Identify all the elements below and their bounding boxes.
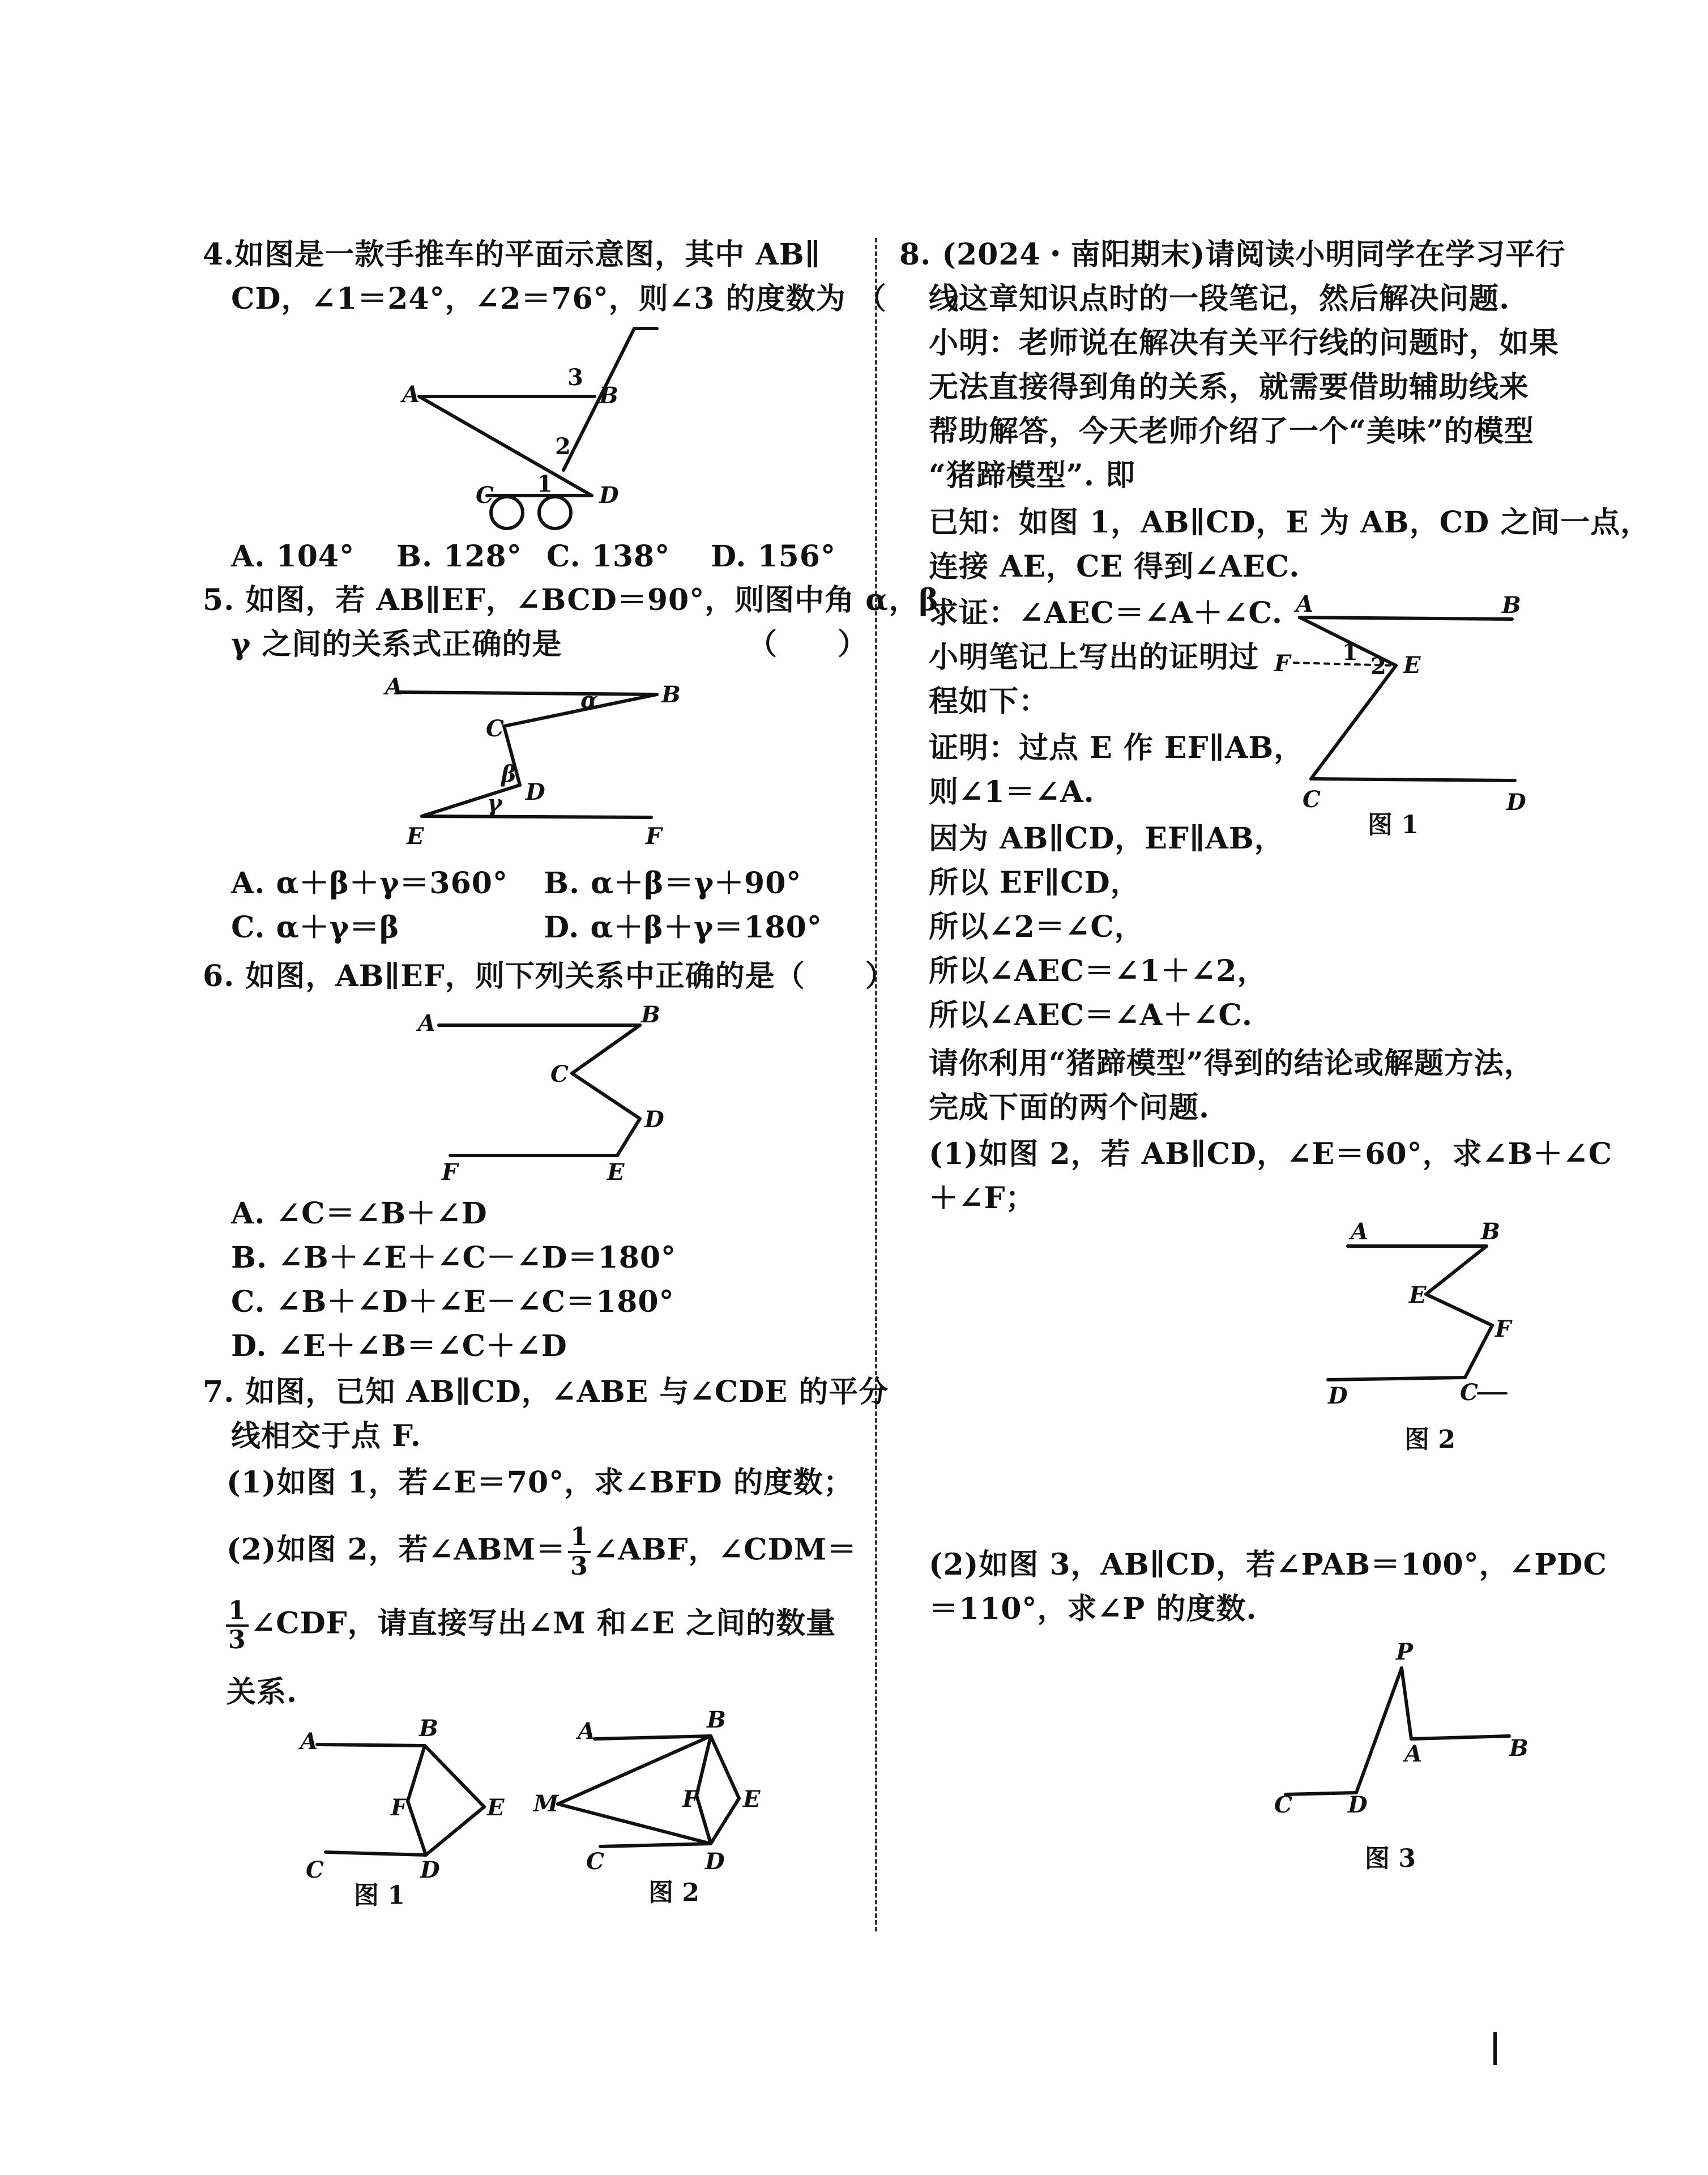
q5-option-d: D. α＋β＋γ＝180° — [544, 910, 822, 945]
q8-line3: 小明：老师说在解决有关平行线的问题时，如果 — [929, 326, 1560, 360]
q8-part1-line1: (1)如图 2，若 AB∥CD，∠E＝60°，求∠B＋∠C — [929, 1137, 1613, 1171]
q7-figure-1-caption: 图 1 — [354, 1881, 405, 1910]
q4-option-c: C. 138° — [546, 539, 671, 574]
segment-ab — [1300, 617, 1512, 619]
q4-stroller-figure — [391, 323, 708, 549]
label-e: E — [607, 1159, 625, 1185]
segment-be — [425, 1746, 484, 1807]
label-d: D — [1328, 1383, 1348, 1409]
angle-1-label: 1 — [1342, 639, 1358, 666]
q5-option-a: A. α＋β＋γ＝360° — [231, 866, 508, 901]
segment-ed — [426, 1807, 484, 1855]
q8-line5: 帮助解答，今天老师介绍了一个“美味”的模型 — [929, 414, 1534, 449]
segment-cd — [1311, 779, 1515, 781]
label-a: A — [1404, 1741, 1423, 1767]
segment-ab — [595, 1736, 711, 1739]
q8-figure-1 — [1274, 591, 1540, 833]
label-e: E — [487, 1794, 505, 1821]
q4-line2: CD，∠1＝24°，∠2＝76°，则∠3 的度数为 （ ） — [231, 282, 977, 316]
label-f: F — [682, 1786, 699, 1812]
label-c: C — [1274, 1792, 1292, 1818]
segment-be — [1426, 1246, 1487, 1294]
label-c: C — [550, 1061, 569, 1088]
label-f: F — [442, 1159, 458, 1185]
q8-line7: 已知：如图 1，AB∥CD，E 为 AB，CD 之间一点， — [929, 505, 1651, 540]
segment-fd — [697, 1796, 711, 1844]
column-divider — [875, 238, 877, 1931]
q8-line8: 连接 AE，CE 得到∠AEC. — [929, 549, 1300, 584]
q8-part2-line1: (2)如图 3，AB∥CD，若∠PAB＝100°，∠PDC — [929, 1547, 1607, 1582]
q8-proof-8: 所以∠AEC＝∠1＋∠2， — [929, 954, 1267, 988]
label-e: E — [407, 823, 424, 850]
q7-part2-line3: 关系. — [227, 1675, 298, 1709]
q5-figure — [379, 674, 697, 855]
q7-part2-line1 — [227, 1524, 857, 1580]
label-p: P — [1396, 1639, 1414, 1665]
segment-ef — [422, 816, 651, 817]
q7-figure-2 — [532, 1705, 793, 1875]
label-b: B — [1502, 592, 1521, 619]
frac-den: 3 — [570, 1552, 588, 1581]
label-d: D — [526, 779, 545, 805]
q6-figure — [408, 1000, 668, 1192]
segment-be — [711, 1736, 739, 1798]
label-a: A — [1296, 591, 1314, 617]
q8-part2-line2: ＝110°，求∠P 的度数. — [929, 1592, 1257, 1626]
label-b: B — [1481, 1218, 1500, 1245]
q5-bracket: （ ） — [748, 627, 868, 662]
label-a: A — [1351, 1218, 1369, 1245]
q7-part2-b: ∠ABF，∠CDM＝ — [592, 1532, 857, 1567]
angle-beta-label: β — [501, 761, 516, 787]
segment-pa — [1402, 1668, 1411, 1739]
label-f: F — [1495, 1316, 1511, 1342]
frac-num: 1 — [226, 1597, 249, 1627]
q8-proof-1: 小明笔记上写出的证明过 — [929, 640, 1259, 675]
q8-figure-2 — [1303, 1218, 1540, 1410]
label-m: M — [533, 1790, 559, 1817]
q8-instruction-2: 完成下面的两个问题. — [929, 1090, 1210, 1125]
angle-alpha-label: α — [580, 687, 598, 714]
q5-option-c: C. α＋γ＝β — [231, 910, 400, 945]
label-b: B — [661, 681, 681, 708]
segment-fd — [408, 1801, 426, 1855]
q8-proof-5: 因为 AB∥CD，EF∥AB， — [929, 821, 1284, 856]
q6-option-d: D. ∠E＋∠B＝∠C＋∠D — [231, 1329, 567, 1363]
q8-figure-2-caption: 图 2 — [1404, 1425, 1455, 1454]
segment-ec — [1311, 666, 1396, 779]
q8-line4: 无法直接得到角的关系，就需要借助辅助线来 — [929, 370, 1530, 404]
segment-dc — [1328, 1378, 1465, 1380]
label-a: A — [385, 673, 403, 700]
fraction-one-third — [226, 1597, 249, 1654]
segment-pd — [1356, 1668, 1402, 1793]
label-c: C — [306, 1857, 324, 1883]
segment-bc — [572, 1025, 640, 1073]
segment-ab — [1411, 1736, 1509, 1739]
label-d: D — [1506, 789, 1526, 816]
q7-part2-line2 — [224, 1597, 836, 1654]
segment-bf — [697, 1736, 711, 1796]
q7-part2-a: (2)如图 2，若∠ABM＝ — [227, 1532, 566, 1567]
q8-proof-4: 则∠1＝∠A. — [929, 775, 1095, 809]
segment-cd — [1286, 1793, 1356, 1794]
label-c: C — [486, 715, 504, 742]
q4-option-a: A. 104° — [231, 539, 355, 574]
q8-proof-9: 所以∠AEC＝∠A＋∠C. — [929, 998, 1253, 1033]
q8-proof-7: 所以∠2＝∠C， — [929, 910, 1145, 944]
q4-line1 — [203, 233, 821, 276]
label-e: E — [1409, 1282, 1427, 1308]
segment-cd — [572, 1073, 640, 1119]
segment-bf — [408, 1746, 425, 1801]
label-a: A — [300, 1728, 318, 1755]
label-c: C — [586, 1848, 604, 1875]
q8-instruction-1: 请你利用“猪蹄模型”得到的结论或解题方法， — [929, 1046, 1534, 1081]
segment-de — [617, 1119, 640, 1155]
label-d: D — [644, 1106, 664, 1133]
q5-line2: γ 之间的关系式正确的是 — [231, 627, 562, 662]
label-e: E — [1403, 652, 1421, 679]
q8-figure-3-caption: 图 3 — [1365, 1844, 1416, 1873]
label-a: A — [418, 1010, 436, 1037]
q8-part1-line2: ＋∠F； — [929, 1181, 1036, 1216]
angle-2-label: 2 — [1370, 653, 1386, 680]
q7-line1: 7. 如图，已知 AB∥CD，∠ABE 与∠CDE 的平分 — [203, 1375, 889, 1409]
page-edge-mark — [1493, 2032, 1497, 2065]
label-d: D — [705, 1848, 725, 1875]
segment-ef — [1426, 1294, 1492, 1325]
label-b: B — [599, 382, 618, 409]
wheel-right — [539, 497, 571, 528]
label-f: F — [1274, 650, 1291, 677]
label-b: B — [1509, 1735, 1528, 1762]
segment-de — [422, 785, 520, 816]
q8-figure-1-caption: 图 1 — [1368, 811, 1419, 839]
label-b: B — [641, 1001, 660, 1028]
angle-3-label: 3 — [567, 364, 583, 391]
q4-option-b: B. 128° — [396, 539, 522, 574]
frac-num: 1 — [568, 1524, 591, 1553]
q7-figure-2-caption: 图 2 — [648, 1878, 699, 1907]
label-a: A — [578, 1718, 596, 1745]
q4-number: 4. — [203, 237, 235, 272]
segment-cd — [326, 1852, 426, 1855]
q8-proof-0: 求证：∠AEC＝∠A＋∠C. — [929, 596, 1283, 630]
frac-den: 3 — [228, 1626, 246, 1654]
label-c: C — [1303, 786, 1321, 813]
q5-line1: 5. 如图，若 AB∥EF，∠BCD＝90°，则图中角 α，β， — [203, 583, 969, 617]
angle-gamma-label: γ — [487, 790, 502, 817]
label-d: D — [599, 482, 619, 509]
q4-option-d: D. 156° — [711, 539, 836, 574]
q8-figure-3 — [1263, 1639, 1535, 1846]
q8-proof-6: 所以 EF∥CD， — [929, 865, 1141, 900]
label-d: D — [1348, 1792, 1368, 1818]
segment-ed — [711, 1798, 739, 1844]
label-f: F — [646, 823, 662, 850]
q6-option-c: C. ∠B＋∠D＋∠E－∠C＝180° — [231, 1285, 674, 1319]
segment-ab — [399, 692, 657, 694]
q8-line6: “猪蹄模型”. 即 — [929, 458, 1136, 493]
q6-option-a: A. ∠C＝∠B＋∠D — [231, 1196, 488, 1231]
label-d: D — [420, 1857, 440, 1883]
segment-ab — [317, 1745, 425, 1746]
q5-option-b: B. α＋β＝γ＋90° — [544, 866, 802, 901]
label-f: F — [391, 1794, 407, 1821]
q7-line2: 线相交于点 F. — [231, 1419, 421, 1453]
q7-part2-c: ∠CDF，请直接写出∠M 和∠E 之间的数量 — [250, 1606, 836, 1641]
label-e: E — [743, 1786, 761, 1812]
label-c: C — [1460, 1379, 1478, 1406]
q4-text: 如图是一款手推车的平面示意图，其中 AB∥ — [234, 237, 821, 272]
q6-option-b: B. ∠B＋∠E＋∠C－∠D＝180° — [231, 1240, 677, 1275]
wheel-left — [491, 497, 523, 528]
fraction-one-third — [568, 1524, 591, 1580]
label-b: B — [707, 1707, 726, 1733]
q7-part1: (1)如图 1，若∠E＝70°，求∠BFD 的度数； — [227, 1465, 853, 1500]
q7-figure-1 — [294, 1716, 532, 1886]
label-b: B — [419, 1715, 438, 1742]
angle-1-label: 1 — [537, 471, 553, 497]
label-c: C — [476, 482, 494, 509]
angle-2-label: 2 — [555, 433, 571, 460]
q8-line1: 8. (2024・南阳期末)请阅读小明同学在学习平行 — [899, 237, 1566, 272]
q8-proof-3: 证明：过点 E 作 EF∥AB， — [929, 731, 1304, 765]
label-a: A — [402, 381, 420, 408]
q6-line1: 6. 如图，AB∥EF，则下列关系中正确的是（ ） — [203, 959, 895, 993]
segment-fc — [1465, 1325, 1492, 1378]
q8-line2: 线这章知识点时的一段笔记，然后解决问题. — [929, 282, 1510, 316]
q8-proof-2: 程如下： — [929, 684, 1049, 719]
segment-cd — [600, 1844, 711, 1846]
